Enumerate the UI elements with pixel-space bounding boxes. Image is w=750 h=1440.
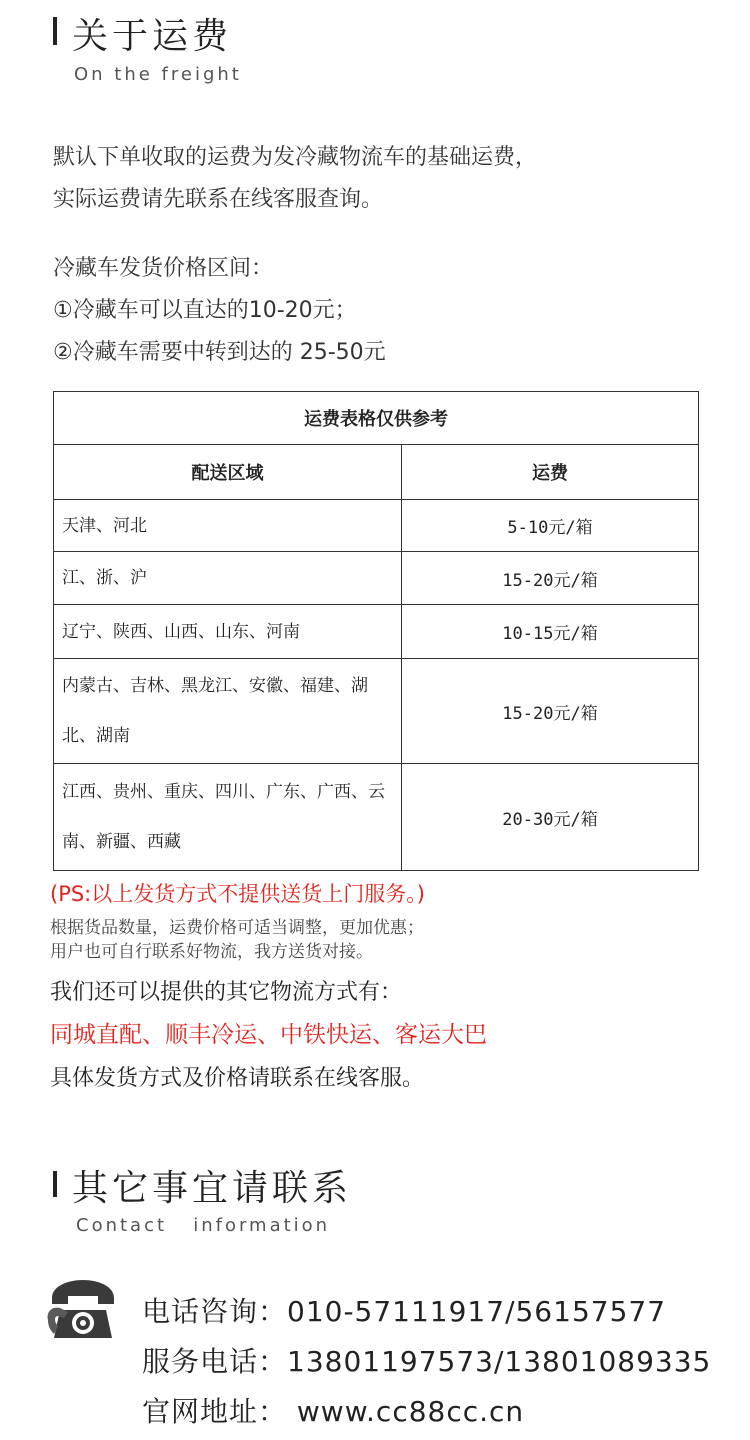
region-cell: 辽宁、陕西、山西、山东、河南	[54, 605, 402, 659]
closing-note: 具体发货方式及价格请联系在线客服。	[50, 1066, 425, 1091]
fee-cell: 15-20元/箱	[402, 552, 699, 605]
table-row	[54, 552, 699, 605]
region-cell: 江西、贵州、重庆、四川、广东、广西、云南、新疆、西藏	[54, 764, 402, 871]
region-cell: 江、浙、沪	[54, 552, 402, 605]
contact-section-subtitle: Contact information	[76, 1215, 331, 1236]
table-caption-row	[54, 392, 699, 445]
freight-table	[53, 391, 699, 871]
freight-section-subtitle: On the freight	[74, 64, 242, 85]
table-row	[54, 500, 699, 552]
service-phone: 服务电话：13801197573/13801089335	[142, 1345, 712, 1378]
price-range-title: 冷藏车发货价格区间：	[53, 256, 274, 281]
note-line-2: 用户也可自行联系好物流，我方送货对接。	[50, 942, 373, 962]
fee-cell: 20-30元/箱	[402, 764, 699, 871]
fee-cell: 10-15元/箱	[402, 605, 699, 659]
intro-line-2: 实际运费请先联系在线客服查询。	[53, 187, 384, 212]
contact-section-title: 其它事宜请联系	[72, 1168, 353, 1209]
consult-phone: 电话咨询：010-57111917/56157577	[142, 1295, 667, 1328]
ps-note: (PS:以上发货方式不提供送货上门服务。)	[50, 882, 425, 906]
region-cell: 天津、河北	[54, 500, 402, 552]
section-marker	[53, 1171, 57, 1197]
table-row	[54, 659, 699, 764]
price-range-item-2: ②冷藏车需要中转到达的 25-50元	[53, 340, 386, 365]
freight-section-title: 关于运费	[72, 16, 233, 57]
telephone-icon	[46, 1276, 120, 1342]
table-row	[54, 764, 699, 871]
website-address: 官网地址： www.cc88cc.cn	[142, 1395, 525, 1428]
fee-cell: 15-20元/箱	[402, 659, 699, 764]
region-cell: 内蒙古、吉林、黑龙江、安徽、福建、湖北、湖南	[54, 659, 402, 764]
table-header-row	[54, 445, 699, 500]
price-range-item-1: ①冷藏车可以直达的10-20元；	[53, 298, 357, 323]
column-header-fee: 运费	[402, 445, 699, 500]
intro-line-1: 默认下单收取的运费为发冷藏物流车的基础运费，	[53, 145, 538, 170]
other-methods-intro: 我们还可以提供的其它物流方式有：	[50, 980, 403, 1005]
other-methods-list: 同城直配、顺丰冷运、中铁快运、客运大巴	[50, 1022, 487, 1048]
table-caption: 运费表格仅供参考	[54, 392, 699, 445]
section-marker	[53, 17, 57, 45]
fee-cell: 5-10元/箱	[402, 500, 699, 552]
note-line-1: 根据货品数量，运费价格可适当调整，更加优惠；	[50, 918, 424, 938]
column-header-region: 配送区域	[54, 445, 402, 500]
table-row	[54, 605, 699, 659]
